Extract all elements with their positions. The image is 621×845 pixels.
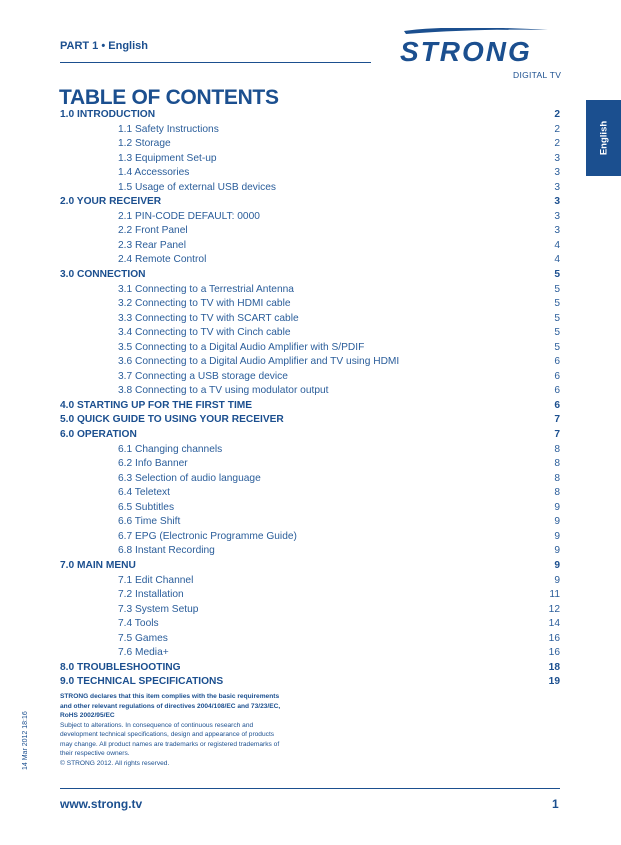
toc-entry-title: 3.1 Connecting to a Terrestrial Antenna xyxy=(118,283,294,295)
toc-entry-page: 3 xyxy=(554,210,560,222)
toc-entry-title: 6.3 Selection of audio language xyxy=(118,472,261,484)
toc-subsection-entry[interactable] xyxy=(60,181,560,196)
toc-entry-page: 8 xyxy=(554,472,560,484)
toc-subsection-entry[interactable] xyxy=(60,123,560,138)
toc-subsection-entry[interactable] xyxy=(60,457,560,472)
toc-entry-page: 4 xyxy=(554,254,560,266)
toc-entry-page: 9 xyxy=(554,545,560,557)
toc-entry-page: 3 xyxy=(554,225,560,237)
toc-entry-page: 2 xyxy=(554,138,560,150)
toc-section-entry[interactable] xyxy=(60,661,560,676)
toc-entry-title: 6.6 Time Shift xyxy=(118,516,181,528)
toc-entry-page: 5 xyxy=(554,283,560,295)
toc-entry-title: 6.5 Subtitles xyxy=(118,501,175,513)
toc-entry-page: 5 xyxy=(554,327,560,339)
toc-entry-title: 3.3 Connecting to TV with SCART cable xyxy=(118,312,299,324)
toc-entry-title: 6.7 EPG (Electronic Programme Guide) xyxy=(118,530,297,542)
toc-entry-title: 3.8 Connecting to a TV using modulator output xyxy=(118,385,329,397)
toc-entry-title: 3.2 Connecting to TV with HDMI cable xyxy=(118,298,291,310)
toc-entry-title: 2.0 YOUR RECEIVER xyxy=(60,196,162,208)
toc-entry-title: 1.4 Accessories xyxy=(118,167,190,179)
toc-entry-page: 6 xyxy=(554,356,560,368)
declaration-line: RoHS 2002/95/EC xyxy=(60,712,115,719)
toc-entry-page: 9 xyxy=(554,530,560,542)
toc-section-entry[interactable] xyxy=(60,399,560,414)
toc-entry-page: 3 xyxy=(554,196,560,208)
toc-section-entry[interactable] xyxy=(60,559,560,574)
toc-subsection-entry[interactable] xyxy=(60,370,560,385)
toc-section-entry[interactable] xyxy=(60,195,560,210)
toc-entry-title: 4.0 STARTING UP FOR THE FIRST TIME xyxy=(60,399,253,411)
svg-text:STRONG: STRONG xyxy=(400,36,532,67)
toc-entry-title: 6.2 Info Banner xyxy=(118,458,188,470)
toc-subsection-entry[interactable] xyxy=(60,152,560,167)
toc-subsection-entry[interactable] xyxy=(60,312,560,327)
part-label: PART 1 • English xyxy=(60,40,148,52)
toc-subsection-entry[interactable] xyxy=(60,210,560,225)
toc-subsection-entry[interactable] xyxy=(60,472,560,487)
toc-entry-title: 7.6 Media+ xyxy=(118,647,169,659)
toc-entry-page: 19 xyxy=(548,676,560,688)
language-side-tab xyxy=(586,100,621,176)
toc-subsection-entry[interactable] xyxy=(60,137,560,152)
toc-section-entry[interactable] xyxy=(60,428,560,443)
toc-entry-page: 9 xyxy=(554,574,560,586)
toc-entry-title: 2.2 Front Panel xyxy=(118,225,188,237)
toc-entry-title: 2.4 Remote Control xyxy=(118,254,207,266)
toc-entry-page: 16 xyxy=(548,632,560,644)
toc-entry-page: 8 xyxy=(554,487,560,499)
toc-section-entry[interactable] xyxy=(60,108,560,123)
toc-entry-page: 3 xyxy=(554,181,560,193)
declaration-block xyxy=(60,692,320,768)
toc-subsection-entry[interactable] xyxy=(60,603,560,618)
toc-entry-title: 7.0 MAIN MENU xyxy=(60,559,136,571)
toc-entry-title: 1.2 Storage xyxy=(118,138,171,150)
toc-entry-title: 8.0 TROUBLESHOOTING xyxy=(60,661,181,673)
toc-entry-title: 5.0 QUICK GUIDE TO USING YOUR RECEIVER xyxy=(60,414,284,426)
toc-entry-page: 3 xyxy=(554,152,560,164)
toc-subsection-entry[interactable] xyxy=(60,632,560,647)
toc-entry-title: 6.1 Changing channels xyxy=(118,443,223,455)
toc-subsection-entry[interactable] xyxy=(60,297,560,312)
toc-entry-page: 5 xyxy=(554,298,560,310)
toc-entry-page: 7 xyxy=(554,414,560,426)
toc-subsection-entry[interactable] xyxy=(60,574,560,589)
toc-entry-page: 8 xyxy=(554,458,560,470)
toc-entry-page: 16 xyxy=(548,647,560,659)
toc-entry-title: 1.5 Usage of external USB devices xyxy=(118,181,276,193)
declaration-line: STRONG declares that this item complies with the basic requirements xyxy=(60,693,280,700)
toc-entry-title: 1.3 Equipment Set-up xyxy=(118,152,217,164)
toc-entry-page: 5 xyxy=(554,312,560,324)
toc-entry-page: 7 xyxy=(554,429,560,441)
toc-entry-title: 7.1 Edit Channel xyxy=(118,574,194,586)
toc-entry-page: 14 xyxy=(548,618,560,630)
toc-entry-page: 5 xyxy=(554,341,560,353)
toc-subsection-entry[interactable] xyxy=(60,239,560,254)
notice-line: may change. All product names are trademarks or registered trademarks of xyxy=(60,740,280,748)
toc-entry-title: 6.8 Instant Recording xyxy=(118,545,215,557)
toc-entry-page: 9 xyxy=(554,559,560,571)
toc-subsection-entry[interactable] xyxy=(60,384,560,399)
toc-subsection-entry[interactable] xyxy=(60,326,560,341)
notice-line: their respective owners. xyxy=(60,750,130,757)
notice-line: Subject to alterations. In consequence of continuous research and xyxy=(60,721,254,729)
toc-entry-title: 7.3 System Setup xyxy=(118,603,199,615)
toc-section-entry[interactable] xyxy=(60,268,560,283)
footer-rule xyxy=(60,788,560,789)
toc-entry-page: 9 xyxy=(554,516,560,528)
toc-entry-title: 3.6 Connecting to a Digital Audio Amplifier and TV using HDMI xyxy=(118,356,400,368)
declaration-line: and other relevant regulations of directives 2004/108/EC and 73/23/EC, xyxy=(60,702,281,710)
toc-entry-title: 3.7 Connecting a USB storage device xyxy=(118,370,288,382)
toc-subsection-entry[interactable] xyxy=(60,224,560,239)
toc-entry-title: 7.4 Tools xyxy=(118,618,159,630)
website-link[interactable]: www.strong.tv xyxy=(60,797,143,811)
toc-subsection-entry[interactable] xyxy=(60,515,560,530)
toc-entry-page: 9 xyxy=(554,501,560,513)
toc-subsection-entry[interactable] xyxy=(60,544,560,559)
toc-entry-page: 4 xyxy=(554,239,560,251)
toc-subsection-entry[interactable] xyxy=(60,341,560,356)
toc-entry-title: 3.0 CONNECTION xyxy=(60,269,146,281)
toc-entry-page: 5 xyxy=(554,269,560,281)
toc-entry-page: 11 xyxy=(549,589,560,601)
toc-entry-title: 1.1 Safety Instructions xyxy=(118,123,219,135)
header-rule xyxy=(60,62,371,63)
toc-subsection-entry[interactable] xyxy=(60,166,560,181)
toc-section-entry[interactable] xyxy=(60,413,560,428)
toc-list xyxy=(60,108,560,690)
toc-entry-page: 2 xyxy=(554,123,560,135)
toc-subsection-entry[interactable] xyxy=(60,530,560,545)
toc-entry-page: 18 xyxy=(548,661,560,673)
toc-entry-title: 2.1 PIN-CODE DEFAULT: 0000 xyxy=(118,210,260,222)
toc-entry-title: 3.5 Connecting to a Digital Audio Amplifier with S/PDIF xyxy=(118,341,365,353)
toc-entry-page: 6 xyxy=(554,370,560,382)
copyright-line: © STRONG 2012. All rights reserved. xyxy=(60,759,170,767)
logo-tagline: DIGITAL TV xyxy=(513,70,562,80)
page-title: TABLE OF CONTENTS xyxy=(59,86,279,109)
strong-logo xyxy=(398,28,563,73)
toc-entry-title: 6.0 OPERATION xyxy=(60,429,137,441)
toc-subsection-entry[interactable] xyxy=(60,253,560,268)
toc-section-entry[interactable] xyxy=(60,675,560,690)
toc-subsection-entry[interactable] xyxy=(60,588,560,603)
toc-subsection-entry[interactable] xyxy=(60,646,560,661)
toc-subsection-entry[interactable] xyxy=(60,283,560,298)
page-number: 1 xyxy=(552,797,559,811)
toc-entry-title: 3.4 Connecting to TV with Cinch cable xyxy=(118,327,291,339)
notice-line: development technical specifications, design and appearance of products xyxy=(60,731,275,738)
toc-entry-title: 6.4 Teletext xyxy=(118,487,170,499)
toc-entry-page: 8 xyxy=(554,443,560,455)
toc-subsection-entry[interactable] xyxy=(60,443,560,458)
print-date-stamp: 14 Mar 2012 18:16 xyxy=(22,711,29,770)
toc-subsection-entry[interactable] xyxy=(60,501,560,516)
toc-entry-page: 3 xyxy=(554,167,560,179)
toc-entry-page: 6 xyxy=(554,399,560,411)
toc-subsection-entry[interactable] xyxy=(60,617,560,632)
toc-entry-page: 6 xyxy=(554,385,560,397)
toc-entry-title: 9.0 TECHNICAL SPECIFICATIONS xyxy=(60,676,224,688)
side-tab-label: English xyxy=(598,120,609,156)
toc-entry-title: 7.2 Installation xyxy=(118,589,184,601)
toc-subsection-entry[interactable] xyxy=(60,355,560,370)
toc-subsection-entry[interactable] xyxy=(60,486,560,501)
toc-entry-page: 2 xyxy=(554,109,560,120)
toc-entry-page: 12 xyxy=(548,603,560,615)
toc-entry-title: 2.3 Rear Panel xyxy=(118,239,186,251)
toc-entry-title: 1.0 INTRODUCTION xyxy=(60,109,156,120)
toc-entry-title: 7.5 Games xyxy=(118,632,168,644)
